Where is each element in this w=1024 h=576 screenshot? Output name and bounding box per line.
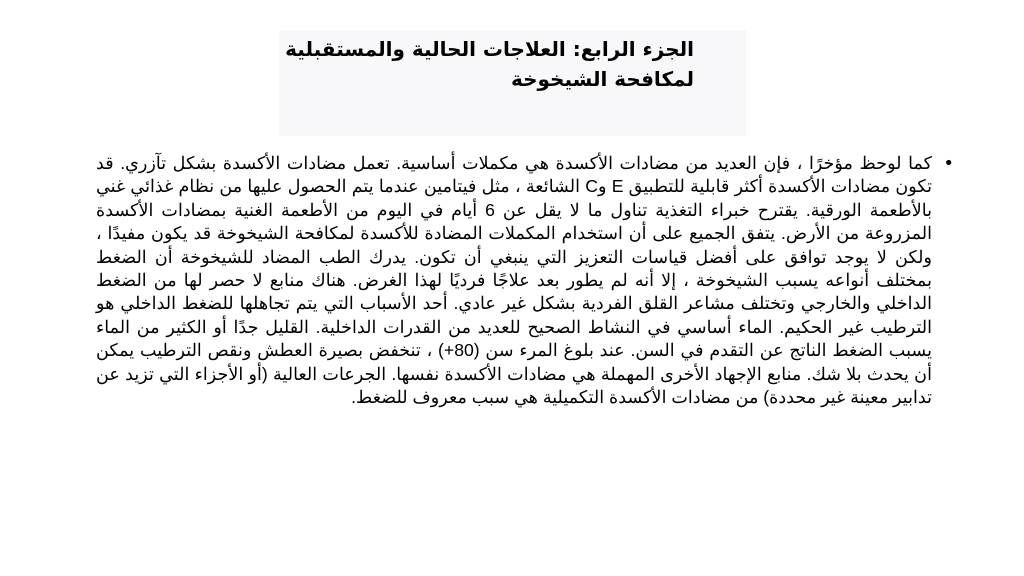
title-placeholder	[279, 30, 746, 136]
slide-title-line-1: الجزء الرابع: العلاجات الحالية والمستقبلية	[285, 37, 694, 61]
body-paragraph: كما لوحظ مؤخرًا ، فإن العديد من مضادات الأكسدة هي مكملات أساسية. تعمل مضادات الأكسدة بشكل تآزري. قد تكون مضادات الأكسدة أكثر قابلية للتطبيق E وC الشائعة ، مثل فيتامين عندما يتم الحصول عليها من نظام غذائي غني بالأطعمة الورقية. يقترح خبراء التغذية تناول ما لا يقل عن 6 أيام في اليوم من الأطعمة الغنية بمضادات الأكسدة المزروعة من الأرض. يتفق الجميع على أن استخدام المكملات المضادة للأكسدة لمكافحة الشيخوخة قد يكون مفيدًا ، ولكن لا يوجد توافق على أفضل قياسات التعزيز التي ينبغي أن تكون. يدرك الطب المضاد للشيخوخة أن الضغط بمختلف أنواعه يسبب الشيخوخة ، إلا أنه لم يطور بعد علاجًا فرديًا لهذا الغرض. هناك منابع لا حصر لها من الضغط الداخلي والخارجي وتختلف مشاعر القلق الفردية بشكل غير عادي. أحد الأسباب التي يتم تجاهلها للضغط الداخلي هو الترطيب غير الحكيم. الماء أساسي في النشاط الصحيح للعديد من القدرات الداخلية. القليل جدًا أو الكثير من الماء يسبب الضغط الناتج عن التقدم في السن. عند بلوغ المرء سن (80+) ، تنخفض بصيرة العطش ونقص الترطيب يمكن أن يحدث بلا شك. منابع الإجهاد الأخرى المهملة هي مضادات الأكسدة نفسها. الجرعات العالية (أو الأجزاء التي تزيد عن تدابير معينة غير محددة) من مضادات الأكسدة التكميلية هي سبب معروف للضغط.	[96, 153, 933, 408]
slide-title-line-2: لمكافحة الشيخوخة	[510, 67, 694, 91]
body-content	[96, 152, 952, 512]
bullet-icon: •	[943, 153, 954, 174]
